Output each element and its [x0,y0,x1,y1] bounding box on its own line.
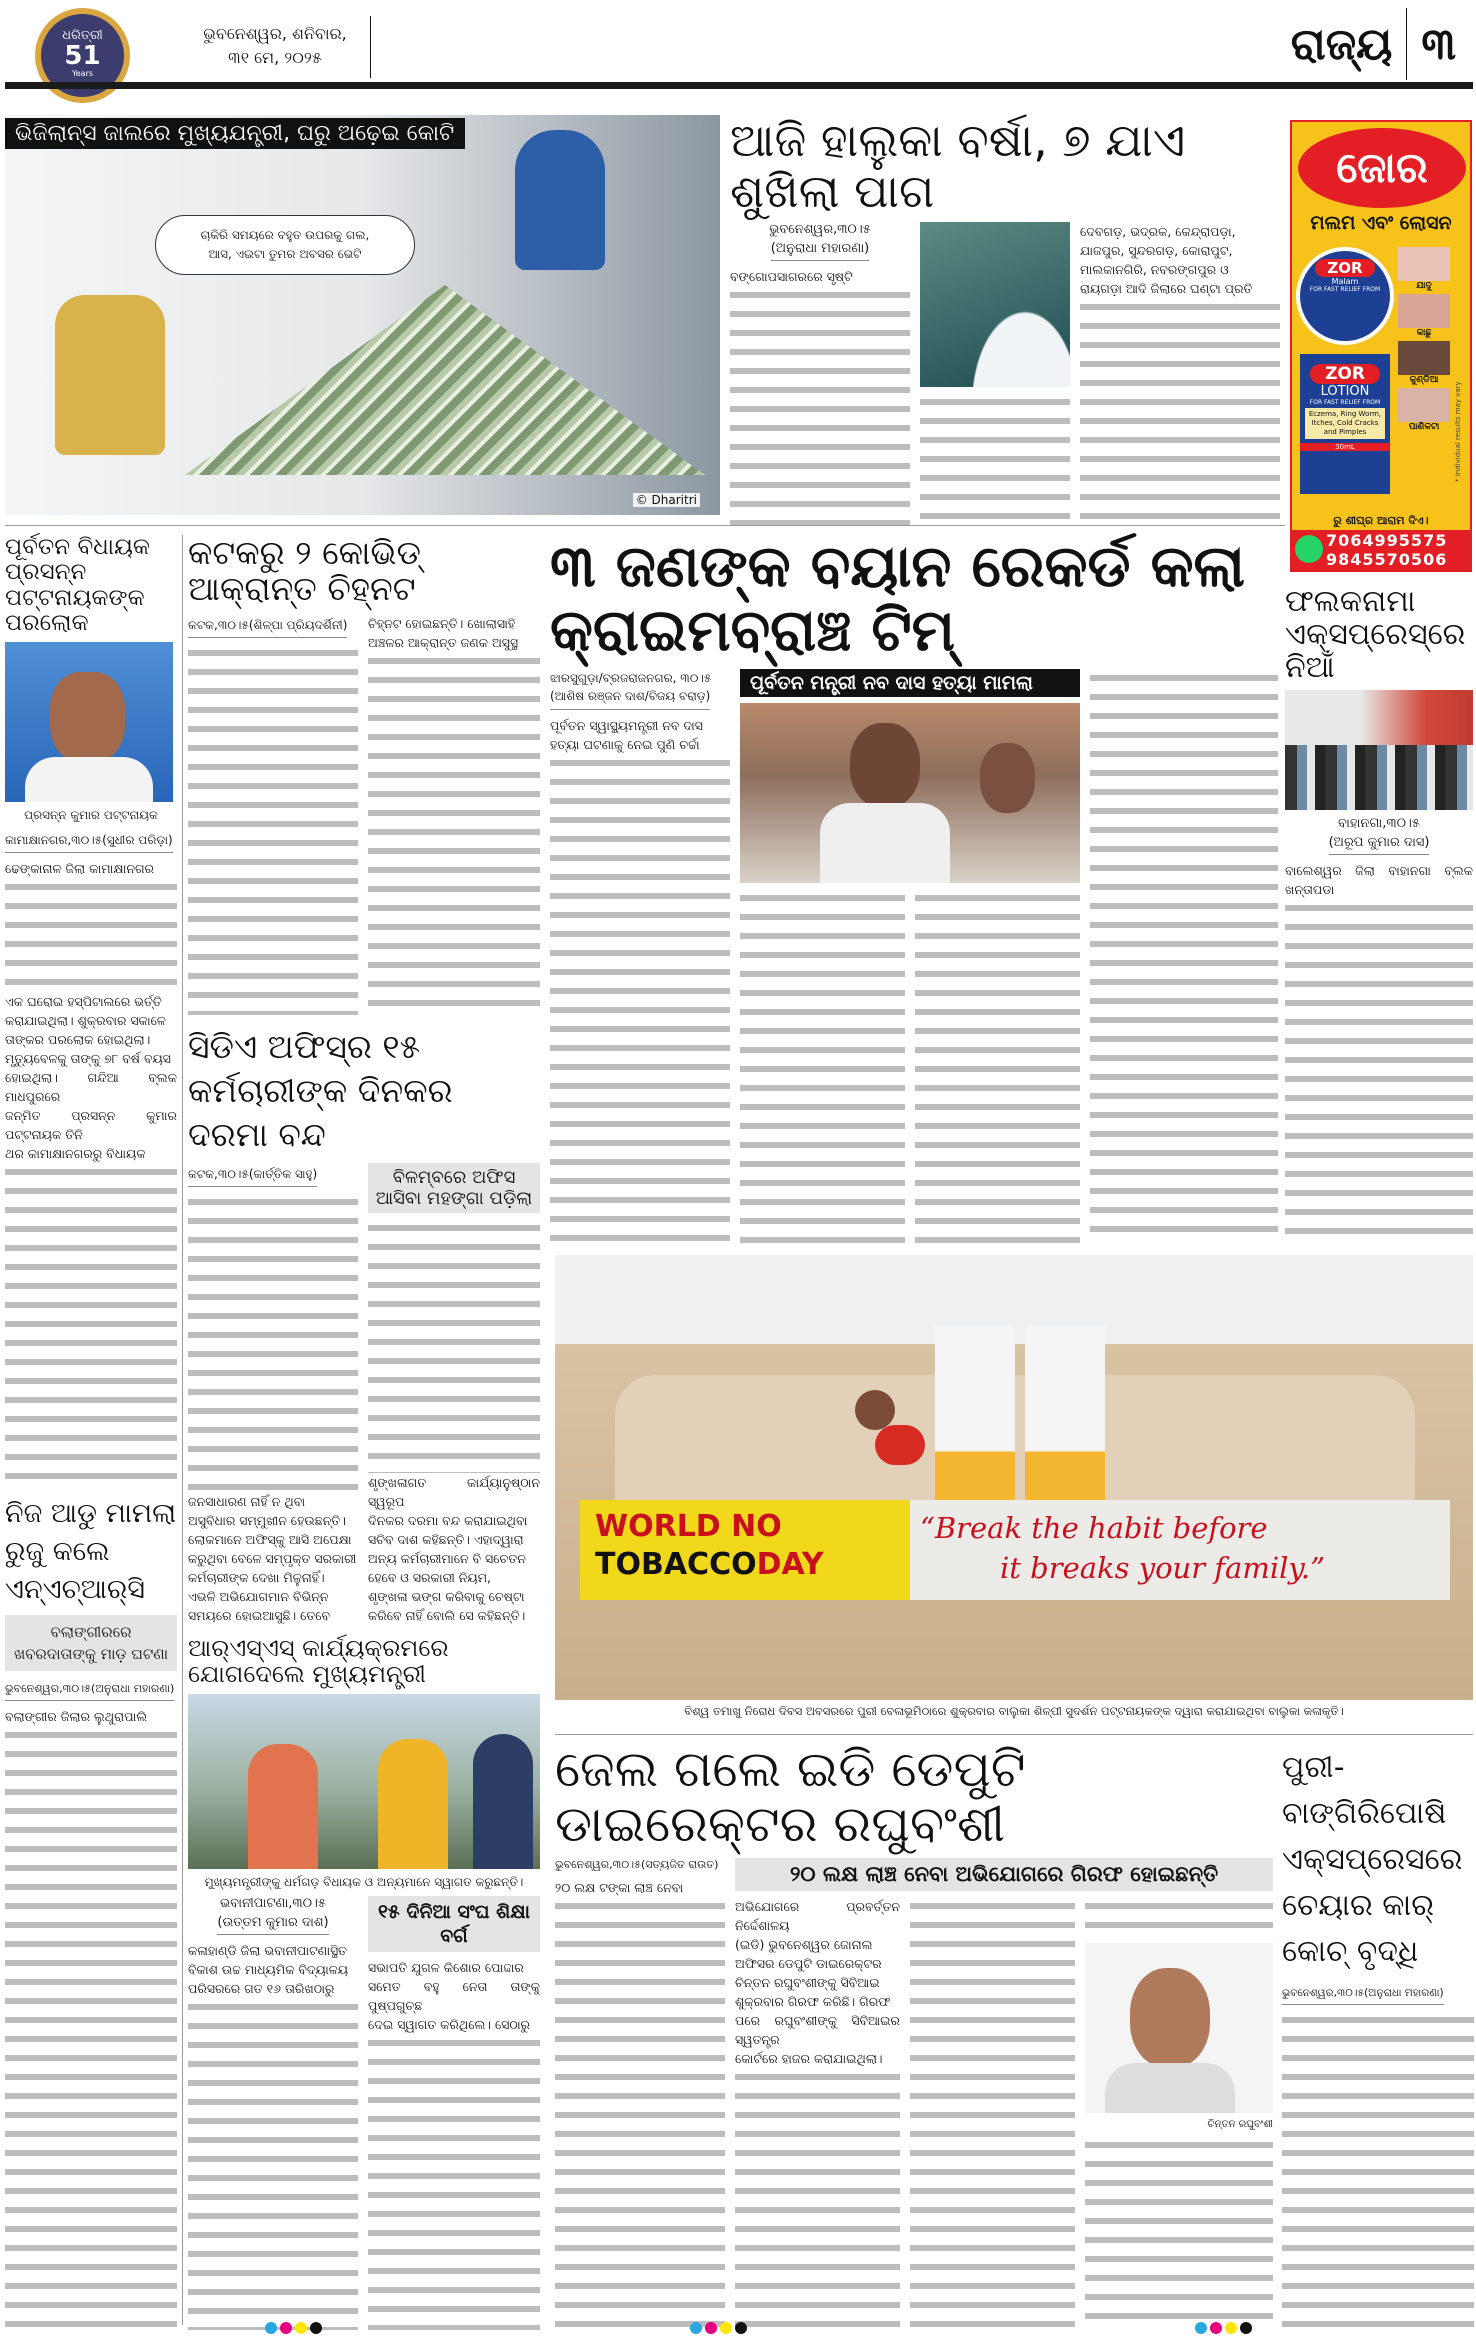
text-line: ଶୃଙ୍ଖଳା ଭଙ୍ଗ କରିବାକୁ ଚେଷ୍ଟା [368,1587,540,1606]
whatsapp-icon [1295,535,1323,563]
rain-umbrella-photo [920,222,1070,387]
text-line: ମୃତ୍ୟୁବେଳକୁ ତାଙ୍କୁ ୭୮ ବର୍ଷ ବୟସ [5,1049,177,1068]
sign-text: DAY [756,1547,824,1582]
boxed-text: ୧୫ ଦିନିଆ ସଂଘ ଶିକ୍ଷା ବର୍ଗ [378,1900,530,1947]
weather-article [730,115,1280,525]
text-line: ଢେଙ୍କାନାଳ ଜିଲା କାମାକ୍ଷାନଗର [5,859,177,878]
registration-marks [265,2322,322,2334]
nhrc-article [5,1495,177,2330]
divider [1406,8,1407,80]
world-no-tobacco-sign [580,1500,910,1600]
logo-years-label: Years [71,69,94,78]
relief-text: FOR FAST RELIEF FROM [1309,399,1381,406]
train-fire-photo [1285,690,1473,810]
article-column [1080,222,1280,525]
product-type: LOTION [1320,384,1370,399]
article-column [368,1958,540,2330]
skin-photo [1398,341,1450,375]
byline: କଟକ,୩୦।୫(ଶିଳ୍ପା ପ୍ରିୟଦର୍ଶିନୀ) [188,618,347,638]
text-line: ଶୁକ୍ରବାର ଗିରଫ କରିଛି। ଗିରଫ [735,1992,900,2011]
reporter: (ଅରୂପ କୁମାର ଦାସ) [1329,835,1430,855]
uses-text: Eczema, Ring Worm, Itches, Cold Cracks and Pimples [1305,408,1385,439]
text-line: ଏଭଳି ଅଭିଯୋଗମାନ ବିଭିନ୍ନ [188,1587,358,1606]
ad-subtitle: ମଲମ ଏବଂ ଲୋସନ [1310,212,1452,234]
text-line: ସମେତ ବହୁ ନେତା ତାଙ୍କୁ ପୁଷ୍ପଗୁଚ୍ଛ [368,1978,540,2013]
reporter: (ଅନୁରାଧା ମହାରଣା) [771,241,870,261]
divider [370,16,371,78]
condition-label: ପାଣିକଟା [1408,422,1440,432]
quote-text: “Break the habit before [920,1511,1268,1545]
headline: ସିଡିଏ ଅଫିସ୍‌ର ୧୫ କର୍ମଚାରୀଙ୍କ ଦିନକର ଦରମା ବନ୍ଦ [188,1027,453,1154]
article-column [1085,1897,1273,1937]
text-line: ଅଭିଯୋଗରେ ପ୍ରବର୍ତ୍ତନ ନିର୍ଦ୍ଦେଶାଳୟ [735,1899,900,1933]
text-line: ପୂର୍ବତନ ସ୍ୱାସ୍ଥ୍ୟମନ୍ତ୍ରୀ ନବ ଦାସ [550,716,730,735]
article-column [188,1941,358,2330]
text-line: ୨୦ ଲକ୍ଷ ଟଙ୍କା ଲାଞ୍ଚ ନେବା [555,1878,725,1897]
text-line: ଅଞ୍ଚଳର ଆକ୍ରାନ୍ତ ଜଣକ ଅସୁସ୍ଥ [368,633,540,652]
cartoon-title: ଭିଜିଲାନ୍ସ ଜାଲରେ ମୁଖ୍ୟଯନ୍ତ୍ରୀ, ଘରୁ ଅଢ଼େଇ କୋଟି [5,118,465,149]
byline: କାମାକ୍ଷାନଗର,୩୦।୫(ସୁଧୀର ପରିଡ଼ା) [5,833,173,853]
registration-marks [1195,2322,1252,2334]
skin-photo [1398,294,1450,328]
phone-number[interactable]: 7064995575 [1326,531,1448,550]
text-line: ଦିନକର ଦରମା ବନ୍ଦ କରାଯାଇଥିବା [368,1511,540,1530]
kicker-bar: ପୂର୍ବତନ ମନ୍ତ୍ରୀ ନବ ଦାସ ହତ୍ୟା ମାମଲା [740,669,1080,697]
text-line: ବଙ୍ଗୋପସାଗରରେ ସୃଷ୍ଟି [730,267,910,286]
phone-number[interactable]: 9845570506 [1326,550,1448,569]
covid-article [188,535,540,1015]
article-column [5,1707,177,2330]
text-line: ଜନସାଧାରଣ ନାହିଁ ନ ଥିବା [188,1492,358,1511]
text-line: ବାଲେଶ୍ୱର ଜିଲା ବାହାନଗା ବ୍ଲକ ଖନ୍ତାପଡା [1285,863,1473,897]
crime-branch-photo [740,703,1080,883]
text-line: ହେବେ ଓ ସରକାରୀ ନିୟମ, [368,1568,540,1587]
text-line: ଦେବଗଡ଼, ଭଦ୍ରକ, କେନ୍ଦ୍ରାପଡ଼ା, [1080,222,1280,241]
quote-banner [910,1500,1450,1600]
reporter: (ଉତ୍ତମ କୁମାର ଦାଶ) [217,1915,328,1935]
logo-years: 51 [64,41,101,71]
text-line: ଚିନ୍ତନ ରଘୁବଂଶୀଙ୍କୁ ସିବିଆଇ [735,1973,900,1992]
article-column [5,859,177,1485]
speech-bubble [155,215,415,275]
headline: ପୂର୍ବତନ ବିଧାୟକ ପ୍ରସନ୍ନ ପଟ୍ଟନାୟକଙ୍କ ପରଲୋକ [5,534,150,636]
prasanna-patnaik-photo [5,642,173,802]
headline: ପୁରୀ-ବାଙ୍ଗିରିପୋଷି ଏକ୍ସପ୍ରେସରେ ଚେୟାର କାର୍ କୋଚ୍ ବୃଦ୍ଧି [1282,1750,1463,1969]
text-line: ଅନ୍ୟ କର୍ମଚାରୀମାନେ ବି ସଚେତନ [368,1549,540,1568]
subhead-box: ୨୦ ଲକ୍ଷ ଲାଞ୍ଚ ନେବା ଅଭିଯୋଗରେ ଗିରଫ ହୋଇଛନ୍ତି [735,1858,1273,1891]
text-line: କରାଯାଇଥିଲା। ଶୁକ୍ରବାର ସକାଳେ [5,1011,177,1030]
byline: ଭୁବନେଶ୍ୱର,୩୦।୫(ଅନୁରାଧା ମହାରଣା) [1282,1987,1444,2005]
headline: ଆର୍‌ଏସ୍‌ଏସ୍ କାର୍ଯ୍ୟକ୍ରମରେ ଯୋଗଦେଲେ ମୁଖ୍ୟମନ୍ତ୍ରୀ [188,1634,449,1689]
photo-caption: ଚିନ୍ତନ ରଘୁବଂଶୀ [1207,2119,1273,2130]
article-column [920,393,1070,525]
divider [5,525,1285,526]
article-column [910,1897,1075,2330]
date: ୩୧ ମେ, ୨୦୨୫ [228,48,322,67]
article-column [1085,2136,1273,2330]
headline: ଜେଲ ଗଲେ ଇଡି ଡେପୁଟି ଡାଇରେକ୍ଟର ରଘୁବଂଶୀ [555,1740,1026,1853]
text-line: ବିକାଶ ଉଚ୍ଚ ମାଧ୍ୟମିକ ବିଦ୍ୟାଳୟ [188,1960,358,1979]
cda-continued-column [368,1473,540,1625]
cda-continued-column [188,1492,358,1625]
boxed-subhead [368,1896,540,1952]
cda-article [188,1025,540,1625]
text-line: କୋର୍ଟରେ ହାଜର କରାଯାଇଥିଲା। [735,2049,900,2068]
article-column [368,1219,540,1625]
chintan-raghuvanshi-photo [1085,1943,1273,2113]
article-column [188,644,358,1015]
text-line: ଲୋକମାନେ ଅଫିସ୍‌କୁ ଆସି ଅପେକ୍ଷା [188,1530,358,1549]
relief-text: FOR FAST RELIEF FROM [1309,286,1381,293]
article-column [740,889,905,1245]
product-name: ZOR [1310,364,1380,384]
crime-branch-article [550,532,1278,1245]
headline: ଆଜି ହାଲୁକା ବର୍ଷା, ୭ ଯାଏ ଶୁଖିଲା ପାଗ [730,113,1186,218]
byline: ଭୁବନେଶ୍ୱର,୩୦।୫(ଅନୁରାଧା ମହାରଣା) [5,1682,174,1701]
text-line: ଅସୁବିଧାର ସମ୍ମୁଖୀନ ହେଉଛନ୍ତି। [188,1511,358,1530]
text-line: ହୋଇଥିଲା। ଗନ୍ଦିଆ ବ୍ଲକ ମାଧପୁରରେ [5,1070,177,1105]
text-line: ତାଙ୍କର ପରଲୋକ ହୋଇଥିଲା। [5,1030,177,1049]
size-text: 30mL [1300,443,1390,451]
article-column [1090,669,1278,1245]
cartoon-policeman [55,295,165,455]
photo-caption: ପ୍ରସନ୍ନ କୁମାର ପଟ୍ଟନାୟକ [24,808,158,823]
text-line: କରିବେ ନାହିଁ ବୋଲି ସେ କହିଛନ୍ତି। [368,1606,540,1625]
text-line: ପରିସରରେ ଗତ ୧୬ ତାରିଖଠାରୁ [188,1979,358,1998]
article-column [730,267,910,525]
zor-advertisement[interactable] [1290,120,1472,572]
text-line: ହତ୍ୟା ଘଟଣାକୁ ନେଇ ପୁଣି ଚର୍ଚ୍ଚା [550,735,730,754]
subhead-box: ବିଳମ୍ବରେ ଅଫିସ ଆସିବା ମହଙ୍ଗା ପଡ଼ିଲା [368,1163,540,1213]
article-column [368,614,540,1015]
text-line: ଜନ୍ମିତ ପ୍ରସନ୍ନ କୁମାର ପଟ୍ଟନାୟକ ତିନି [5,1108,177,1143]
text-line: କଳାହାଣ୍ଡି ଜିଲା ଭବାନୀପାଟଣାସ୍ଥିତ [188,1941,358,1960]
article-column [555,1878,725,2330]
text-line: ଏକ ଘରୋଇ ହସ୍ପିଟାଲରେ ଭର୍ତ୍ତି [5,992,177,1011]
ed-article [555,1742,1273,2330]
byline: ଭୁବନେଶ୍ୱର,୩୦।୫(ସତ୍ୟଜିତ ରାଉତ) [555,1858,719,1871]
quote-text: it breaks your family.” [1000,1551,1325,1585]
section-title: ରାଜ୍ୟ [1290,18,1393,70]
text-line: ସଚିବ ଦାଶ କହିଛନ୍ତି। ଏହାଦ୍ୱାରା [368,1530,540,1549]
text-line: କର୍ମଚାରୀଙ୍କ ଦେଖା ମିଳୁନାହିଁ। [188,1568,358,1587]
product-name: ZOR [1315,259,1375,277]
text-line: ପରେ ରଘୁବଂଶୀଙ୍କୁ ସିବିଆଇର ସ୍ୱତନ୍ତ୍ର [735,2013,900,2047]
article-column [1282,2011,1474,2330]
chief-minister-welcome-photo [188,1694,540,1869]
article-column [188,1193,358,1625]
text-line: ସମୟରେ ହୋଇଆସୁଛି। ତେବେ [188,1606,358,1625]
reporters: (ଆଶିଷ ରଞ୍ଜନ ଦାଶ/ବିଜୟ ବରାଡ଼) [550,687,710,710]
article-column [915,889,1080,1245]
text-line: ସଭାପତି ଯୁଗଳ କିଶୋର ପୋଦ୍ଦାର [368,1958,540,1977]
masthead [0,0,1476,100]
text-line: ଯାଜପୁର, ସୁନ୍ଦରଗଡ଼, କୋରାପୁଟ, [1080,241,1280,260]
cartoon-man [515,130,605,270]
dateline: ଭୁବନେଶ୍ୱର,୩୦।୫ [769,222,871,238]
divider [555,1734,1473,1735]
text-line: କରୁଥିବା ବେଳେ ସମ୍ପୃକ୍ତ ସରକାରୀ [188,1551,357,1566]
skin-photo [1398,247,1450,281]
ad-lotion-box [1300,354,1390,494]
dateline: ବାହାନଗା,୩୦।୫ [1337,816,1420,831]
obituary-article [5,535,177,1485]
headline: ଫଲକନାମା ଏକ୍ସପ୍ରେସ୍‌ରେ ନିଆଁ [1285,584,1466,685]
city-day: ଭୁବନେଶ୍ୱର, ଶନିବାର, [203,24,347,43]
speech-line: ଆସ, ଏଇଟା ତୁମର ଅବସର ଭେଟି [208,247,362,261]
text-line: ଥର କାମାକ୍ଷାନଗରରୁ ବିଧାୟକ [5,1144,177,1163]
registration-marks [690,2322,747,2334]
dateline: ଝାରସୁଗୁଡ଼ା/ବ୍ରଜରାଜନଗର, ୩୦।୫ [550,670,712,685]
text-line: ଶୃଙ୍ଖଳାଗତ କାର୍ଯ୍ୟାନୁଷ୍ଠାନ ସ୍ୱରୂପ [368,1475,540,1509]
text-line: ଦେଇ ସ୍ୱାଗତ କରିଥିଲେ। ସେଠାରୁ [368,2015,540,2034]
disclaimer: * Individual results may vary [1454,381,1462,482]
cartoon [5,115,720,515]
headline: କଟକରୁ ୨ କୋଭିଡ୍ ଆକ୍ରାନ୍ତ ଚିହ୍ନଟ [188,533,421,609]
text-line: ରାୟଗଡ଼ା ଆଦି ଜିଲାରେ ଘଣ୍ଟା ପ୍ରତି [1080,279,1280,298]
subhead-box: ବଲାଙ୍ଗୀରରେ ଖବରଦାତାଙ୍କୁ ମାଡ଼ ଘଟଣା [5,1615,177,1671]
cartoon-credit: © Dharitri [633,493,700,507]
product-type: Malam [1331,277,1359,286]
logo-name: ଧରିତ୍ରୀ [62,28,103,43]
article-column [1285,861,1473,1245]
text-line: ଚିହ୍ନଟ ହୋଇଛନ୍ତି। ଖୋଲାସାହି [368,614,540,633]
article-column [735,1897,900,2330]
falaknuma-article [1285,585,1473,1245]
article-column [550,716,730,1245]
masthead-rule [5,82,1473,89]
byline: କଟକ,୩୦।୫(କାର୍ତ୍ତିକ ସାହୁ) [188,1167,317,1187]
photo-caption: ମୁଖ୍ୟମନ୍ତ୍ରୀଙ୍କୁ ଧର୍ମଗଡ଼ ବିଧାୟକ ଓ ଅନ୍ୟମାନେ ସ୍ୱାଗତ କରୁଛନ୍ତି। [204,1874,524,1889]
condition-label: କାଛୁ [1416,328,1432,338]
condition-label: ଯାଦୁ [1416,281,1432,291]
divider [182,535,183,2325]
text-line: ବଲାଙ୍ଗୀର ଜିଲାର ଲୁଥୁରାପାଲି [5,1707,177,1726]
sand-art-caption: ବିଶ୍ୱ ତମାଖୁ ନିରୋଧ ଦିବସ ଅବସରରେ ପୁରୀ ବେଳାଭୂମିଠାରେ ଶୁକ୍ରବାର ବାଲୁକା ଶିଳ୍ପୀ ସୁଦର୍ଶନ ପଟ୍ଟନାୟକଙ୍କ ଦ୍ୱାରା କରାଯାଇଥିବା ବାଲୁକା କଳାକୃତି। [684,1704,1344,1718]
page-number: ୩ [1421,18,1456,70]
sign-text: TOBACCO [595,1547,757,1582]
sand-art-photo [555,1255,1473,1700]
ad-brand: ଜୋର [1298,128,1466,208]
cartoon-money-pile [185,285,705,475]
skin-photo [1398,388,1450,422]
ad-malam-tin [1296,247,1394,345]
headline: ୩ ଜଣଙ୍କ ବୟାନ ରେକର୍ଡ କଲା କ୍ରାଇମବ୍ରାଞ୍ଚ ଟିମ୍ [550,532,1245,664]
condition-label: କୁଣ୍ଡିଆ [1409,375,1439,385]
text-line: ମାଲକାନଗିରି, ନବରଙ୍ଗପୁର ଓ [1080,260,1280,279]
puri-express-article [1282,1745,1474,2330]
rss-article [188,1635,540,2330]
ad-tagline: ରୁ ଶୀଘ୍ର ଆରାମ ଦିଏ। [1333,514,1429,527]
dateline: ଭବାନୀପାଟଣା,୩୦।୫ [219,1895,327,1911]
sign-text: WORLD NO [595,1509,782,1544]
text-line: ଅଫିସର ଡେପୁଟି ଡାଇରେକ୍ଟର [735,1954,900,1973]
speech-line: ଚାକିରି ସମୟରେ ବହୁତ ଉପରକୁ ଗଲ, [200,228,370,242]
text-line: (ଇଡି) ଭୁବନେଶ୍ୱର ଜୋନାଲ [735,1935,900,1954]
headline: ନିଜ ଆଡୁ ମାମଲା ରୁଜୁ କଲେ ଏନ୍‌ଏଚ୍‌ଆର୍‌ସି [5,1498,177,1605]
